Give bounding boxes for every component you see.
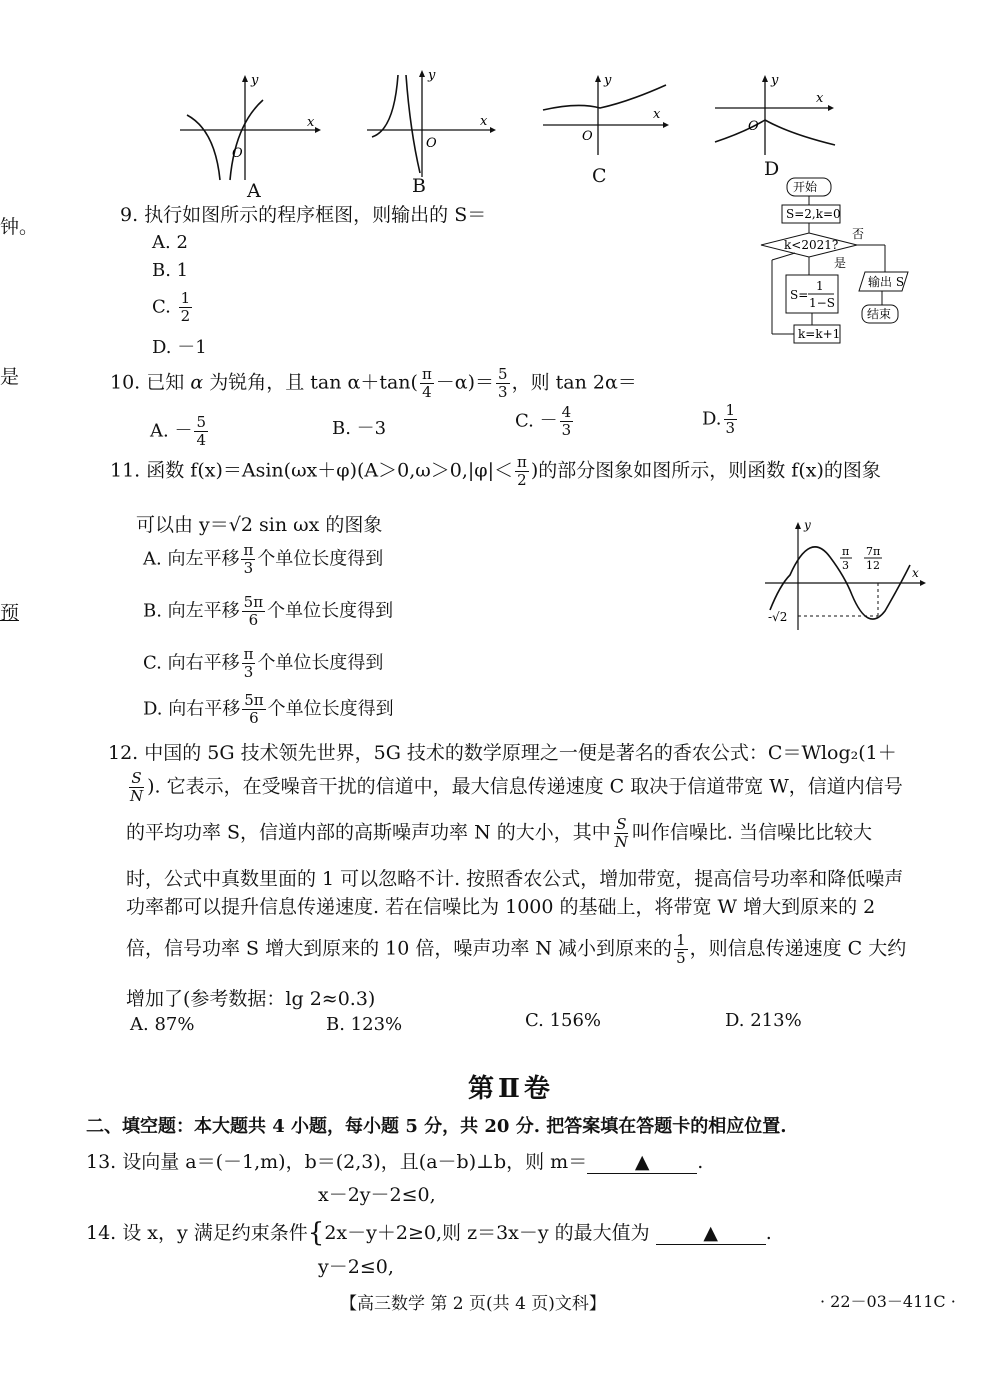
- q9-option-b: B. 1: [152, 260, 189, 281]
- q12-line1: 12. 中国的 5G 技术领先世界，5G 技术的数学原理之一便是著名的香农公式：C＝Wlog₂(1＋: [108, 742, 897, 764]
- q11-stem-line1: 11. 函数 f(x)＝Asin(ωx＋φ)(A＞0,ω＞0,|φ|＜ $\frac{\pi}{2}$ )的部分图象如图所示，则函数 f(x)的图象: [110, 453, 881, 489]
- graph-option-c: [538, 70, 673, 164]
- page-footer: 【高三数学 第 2 页(共 4 页)文科】: [340, 1294, 606, 1314]
- graph-a-y-label: y: [251, 73, 259, 88]
- q11-option-d: D. 向右平移 $\frac{5\pi}{6}$ 个单位长度得到: [143, 691, 394, 727]
- q12-option-d: D. 213%: [725, 1010, 802, 1031]
- margin-fragment-2: 是: [0, 366, 20, 388]
- q9-flowchart: [760, 175, 920, 354]
- graph-a-origin: O: [232, 146, 243, 161]
- q12-option-b: B. 123%: [326, 1014, 403, 1035]
- graph-a-x-label: x: [307, 115, 315, 130]
- graph-label-b: B: [412, 175, 426, 197]
- q13-answer-blank: ▲: [587, 1151, 697, 1174]
- q9-option-c: C. $\frac{1}{2}$: [152, 289, 191, 325]
- margin-fragment-1: 钟。: [0, 216, 39, 238]
- flow-assign-num: 1: [816, 279, 824, 293]
- q11-tick1-num: π: [842, 545, 850, 558]
- q10-option-d: D. $\frac{1}{3}$: [702, 401, 736, 437]
- graph-b-origin: O: [426, 136, 437, 151]
- q12-line7: 增加了(参考数据：lg 2≈0.3): [126, 988, 376, 1010]
- graph-option-b: [362, 65, 502, 199]
- q12-line2: $\frac{S}{N}$ ). 它表示，在受噪音干扰的信道中，最大信息传递速度 C 取决于信道带宽 W，信道内信号: [130, 769, 903, 805]
- part2-heading: 第Ⅱ卷: [468, 1074, 554, 1104]
- flow-output: 输出 S: [868, 275, 905, 289]
- q11-option-c: C. 向右平移 $\frac{\pi}{3}$ 个单位长度得到: [143, 645, 384, 681]
- q12-line6: 倍，信号功率 S 增大到原来的 10 倍，噪声功率 N 减小到原来的 $\frac{1}{5}$ ，则信息传递速度 C 大约: [126, 931, 907, 967]
- flow-assign-den: 1−S: [809, 296, 835, 310]
- flow-no: 否: [852, 227, 865, 241]
- flow-incr: k=k+1: [798, 327, 841, 341]
- q12-line4: 时，公式中真数里面的 1 可以忽略不计. 按照香农公式，增加带宽，提高信号功率和降低噪声: [126, 868, 904, 890]
- q12-option-c: C. 156%: [525, 1010, 602, 1031]
- q14-answer-blank: ▲: [656, 1222, 766, 1245]
- flow-yes: 是: [834, 256, 847, 270]
- margin-fragment-3: 预: [0, 602, 20, 624]
- flow-assign-lhs: S=: [790, 288, 809, 302]
- flow-end: 结束: [867, 307, 892, 321]
- q9-stem: 9. 执行如图所示的程序框图，则输出的 S＝: [120, 204, 487, 226]
- q11-min-label: -√2: [768, 610, 788, 624]
- graph-d-y-label: y: [771, 73, 779, 88]
- q14-constraint-3: y－2≤0,: [318, 1256, 394, 1278]
- q11-tick1-den: 3: [842, 559, 849, 572]
- q10-option-c: C. － $\frac{4}{3}$: [515, 403, 572, 439]
- q12-line5: 功率都可以提升信息传递速度. 若在信噪比为 1000 的基础上，将带宽 W 增大到原来的 2: [126, 896, 876, 918]
- graph-option-d: [710, 70, 845, 164]
- q14: 14. 设 x，y 满足约束条件{2x－y＋2≥0,则 z＝3x－y 的最大值为 ▲ .: [86, 1218, 772, 1248]
- q11-sine-graph: [760, 515, 930, 639]
- q11-graph-y-label: y: [804, 518, 811, 532]
- flow-start: 开始: [793, 180, 818, 194]
- q10-stem: 10. 已知 α 为锐角，且 tan α＋tan( $\frac{\pi}{4}$ －α)＝ $\frac{5}{3}$ ，则 tan 2α＝: [110, 365, 637, 401]
- q11-option-a: A. 向左平移 $\frac{\pi}{3}$ 个单位长度得到: [143, 541, 384, 577]
- section-fill-blank: 二、填空题：本大题共 4 小题，每小题 5 分，共 20 分. 把答案填在答题卡的相应位置.: [86, 1116, 787, 1137]
- q10-option-a: A. － $\frac{5}{4}$: [150, 413, 206, 449]
- q13: 13. 设向量 a＝(－1,m)，b＝(2,3)，且(a－b)⊥b，则 m＝ ▲ .: [86, 1151, 704, 1173]
- q12-option-a: A. 87%: [130, 1014, 195, 1035]
- graph-b-x-label: x: [480, 114, 488, 129]
- q12-line3: 的平均功率 S，信道内部的高斯噪声功率 N 的大小，其中 $\frac{S}{N}$ 叫作信噪比. 当信噪比比较大: [126, 815, 872, 851]
- q11-option-b: B. 向左平移 $\frac{5\pi}{6}$ 个单位长度得到: [143, 593, 394, 629]
- q9-option-d: D. －1: [152, 337, 207, 358]
- graph-c-x-label: x: [653, 107, 661, 122]
- q11-tick2-den: 12: [866, 559, 880, 572]
- graph-c-y-label: y: [604, 73, 612, 88]
- graph-d-x-label: x: [816, 91, 824, 106]
- graph-b-y-label: y: [428, 68, 436, 83]
- q9-option-a: A. 2: [152, 232, 188, 253]
- graph-d-origin: O: [748, 119, 759, 134]
- flow-init: S=2,k=0: [786, 207, 841, 221]
- q10-option-b: B. －3: [332, 418, 387, 439]
- graph-c-origin: O: [582, 129, 593, 144]
- q11-stem-line2: 可以由 y＝√2 sin ωx 的图象: [136, 514, 383, 536]
- q11-graph-x-label: x: [912, 566, 919, 580]
- graph-label-a: A: [247, 180, 261, 202]
- q14-constraint-1: x－2y－2≤0,: [318, 1184, 436, 1206]
- exam-code: · 22－03－411C ·: [820, 1292, 956, 1311]
- flow-cond: k<2021?: [784, 238, 839, 252]
- graph-label-d: D: [764, 158, 780, 180]
- graph-label-c: C: [592, 165, 607, 187]
- q11-tick2-num: 7π: [866, 545, 881, 558]
